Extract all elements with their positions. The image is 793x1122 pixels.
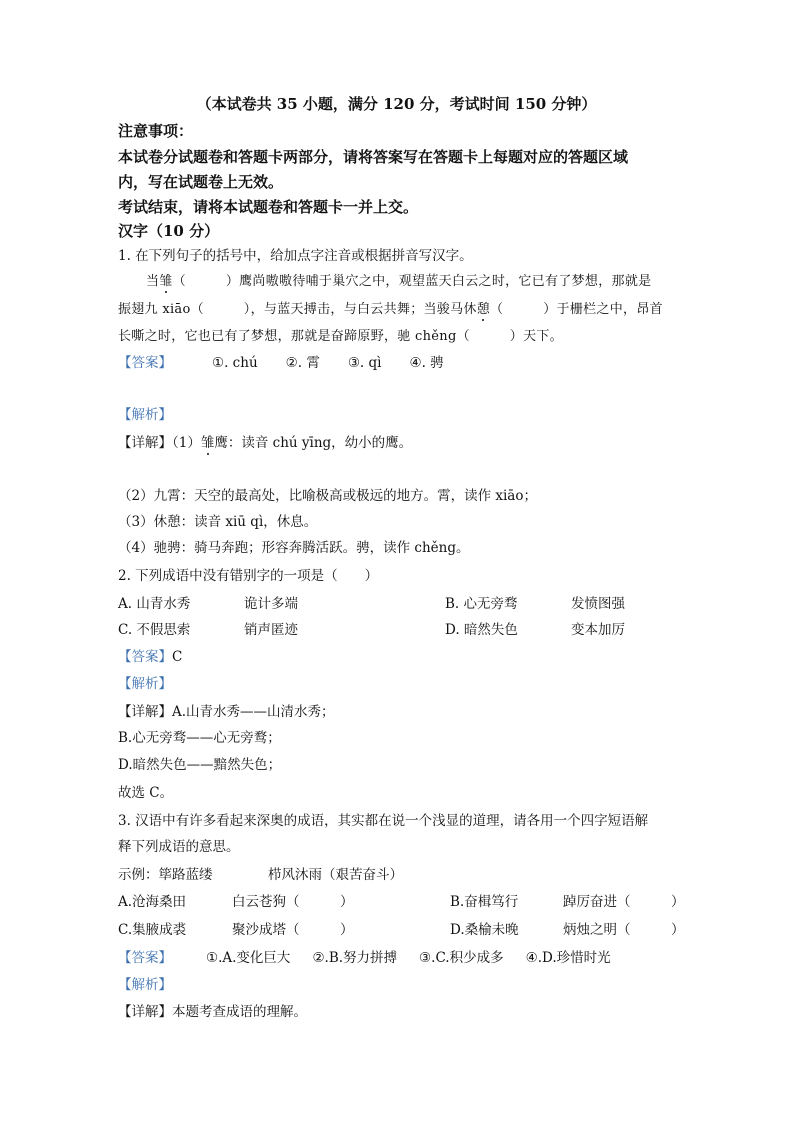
q3-example-2: 栉风沐雨（艰苦奋斗） [268, 867, 403, 883]
notice-line-2: 考试结束，请将本试题卷和答题卡一并上交。 [118, 198, 419, 216]
q3-option-a-1: A.沧海桑田 [118, 894, 187, 910]
q2-option-c-2: 销声匿迹 [244, 622, 298, 638]
q1-p1-dotted-char: 雏 [159, 274, 173, 289]
q3-stem-2: 释下列成语的意思。 [118, 839, 240, 855]
q3-example-1: 示例：筚路蓝缕 [118, 867, 213, 883]
q1-p2-post: （ ）于栅栏之中，昂首 [490, 302, 663, 317]
q2-detail-1 [118, 702, 335, 722]
q2-option-c-1: C. 不假思索 [118, 622, 191, 638]
q2-option-d-1: D. 暗然失色 [445, 622, 518, 638]
q3-answer-label: 【答案】 [118, 950, 172, 966]
q2-detail-label: 【详解】 [118, 704, 172, 720]
q1-stem: 1. 在下列句子的括号中，给加点字注音或根据拼音写汉字。 [118, 248, 473, 264]
notice-title: 注意事项： [118, 122, 194, 140]
q1-answer-4: ④. 骋 [409, 355, 444, 371]
q1-analysis-label: 【解析】 [118, 407, 172, 423]
q3-analysis-label: 【解析】 [118, 977, 172, 993]
q1-detail-4: （4）驰骋：骑马奔跑；形容奔腾活跃。骋，读作 chěng。 [118, 540, 470, 556]
q1-answer-1: ①. chú [212, 355, 258, 371]
q2-option-b-2: 发愤图强 [571, 596, 625, 612]
q2-detail-1-text: A.山青水秀——山清水秀； [172, 704, 335, 720]
q3-detail [118, 1002, 307, 1022]
q1-answer-2: ②. 霄 [285, 355, 320, 371]
q1-passage-line-1 [146, 272, 651, 292]
q3-answer-2: ②.B.努力拼搏 [312, 950, 398, 966]
q3-option-d-2: 炳烛之明（ ） [563, 922, 685, 938]
q3-detail-label: 【详解】 [118, 1004, 172, 1020]
q1-d1-post: 鹰：读音 chú yīng，幼小的鹰。 [214, 435, 413, 451]
q1-answer-label: 【答案】 [118, 355, 172, 371]
q1-detail-3: （3）休憩：读音 xiū qì，休息。 [118, 514, 318, 530]
q3-option-c-2: 聚沙成塔（ ） [232, 922, 354, 938]
q3-answer-3: ③.C.积少成多 [419, 950, 504, 966]
q3-answer-4: ④.D.珍惜时光 [525, 950, 611, 966]
q3-option-d-1: D.桑榆未晚 [450, 922, 519, 938]
q1-answer-row [118, 353, 444, 373]
notice-line-1b: 内，写在试题卷上无效。 [118, 173, 284, 191]
q2-answer: C [172, 649, 183, 665]
q2-answer-label: 【答案】 [118, 649, 172, 665]
q1-p1-post: （ ）鹰尚嗷嗷待哺于巢穴之中，观望蓝天白云之时，它已有了梦想，那就是 [172, 274, 652, 289]
exam-info: （本试卷共 35 小题，满分 120 分，考试时间 150 分钟） [196, 95, 597, 113]
q1-detail-label: 【详解】 [118, 435, 172, 451]
q2-detail-4: 故选 C。 [118, 785, 174, 801]
notice-line-1a: 本试卷分试题卷和答题卡两部分，请将答案写在答题卡上每题对应的答题区域 [118, 148, 629, 166]
q3-stem-1: 3. 汉语中有许多看起来深奥的成语，其实都在说一个浅显的道理，请各用一个四字短语解 [118, 813, 649, 829]
q2-option-d-2: 变本加厉 [571, 622, 625, 638]
q2-option-a-2: 诡计多端 [244, 596, 298, 612]
q1-passage-line-2 [118, 300, 663, 320]
q2-answer-row [118, 647, 182, 667]
q2-option-b-1: B. 心无旁骛 [445, 596, 518, 612]
q1-p2-dotted-char: 憩 [476, 302, 491, 317]
q1-answer-3: ③. qì [347, 355, 382, 371]
q3-option-c-1: C.集腋成裘 [118, 922, 187, 938]
q1-detail-1 [118, 433, 412, 453]
section-title: 汉字（10 分） [118, 222, 220, 240]
q2-detail-3: D.暗然失色——黯然失色； [118, 757, 282, 773]
q3-option-b-2: 踔厉奋进（ ） [563, 894, 685, 910]
q1-d1-pre: （1） [172, 435, 201, 451]
q1-d1-dotted-char: 雏 [200, 435, 215, 451]
q3-detail-text: 本题考查成语的理解。 [172, 1004, 307, 1020]
q3-option-a-2: 白云苍狗（ ） [232, 894, 354, 910]
q2-option-a-1: A. 山青水秀 [118, 596, 191, 612]
q2-analysis-label: 【解析】 [118, 676, 172, 692]
q1-p2-pre: 振翅九 xiāo（ ），与蓝天搏击，与白云共舞；当骏马休 [118, 302, 477, 317]
q2-stem: 2. 下列成语中没有错别字的一项是（ ） [118, 568, 379, 584]
q1-p1-pre: 当 [146, 274, 160, 289]
q2-detail-2: B.心无旁骛——心无旁鹜； [118, 730, 281, 746]
q3-answer-row [118, 948, 611, 968]
q1-passage-line-3: 长嘶之时，它也已有了梦想，那就是奋蹄原野，驰 chěng（ ）天下。 [118, 329, 563, 344]
q3-option-b-1: B.奋楫笃行 [450, 894, 519, 910]
q3-answer-1: ①.A.变化巨大 [206, 950, 291, 966]
q1-detail-2: （2）九霄：天空的最高处，比喻极高或极远的地方。霄，读作 xiāo； [118, 488, 537, 504]
